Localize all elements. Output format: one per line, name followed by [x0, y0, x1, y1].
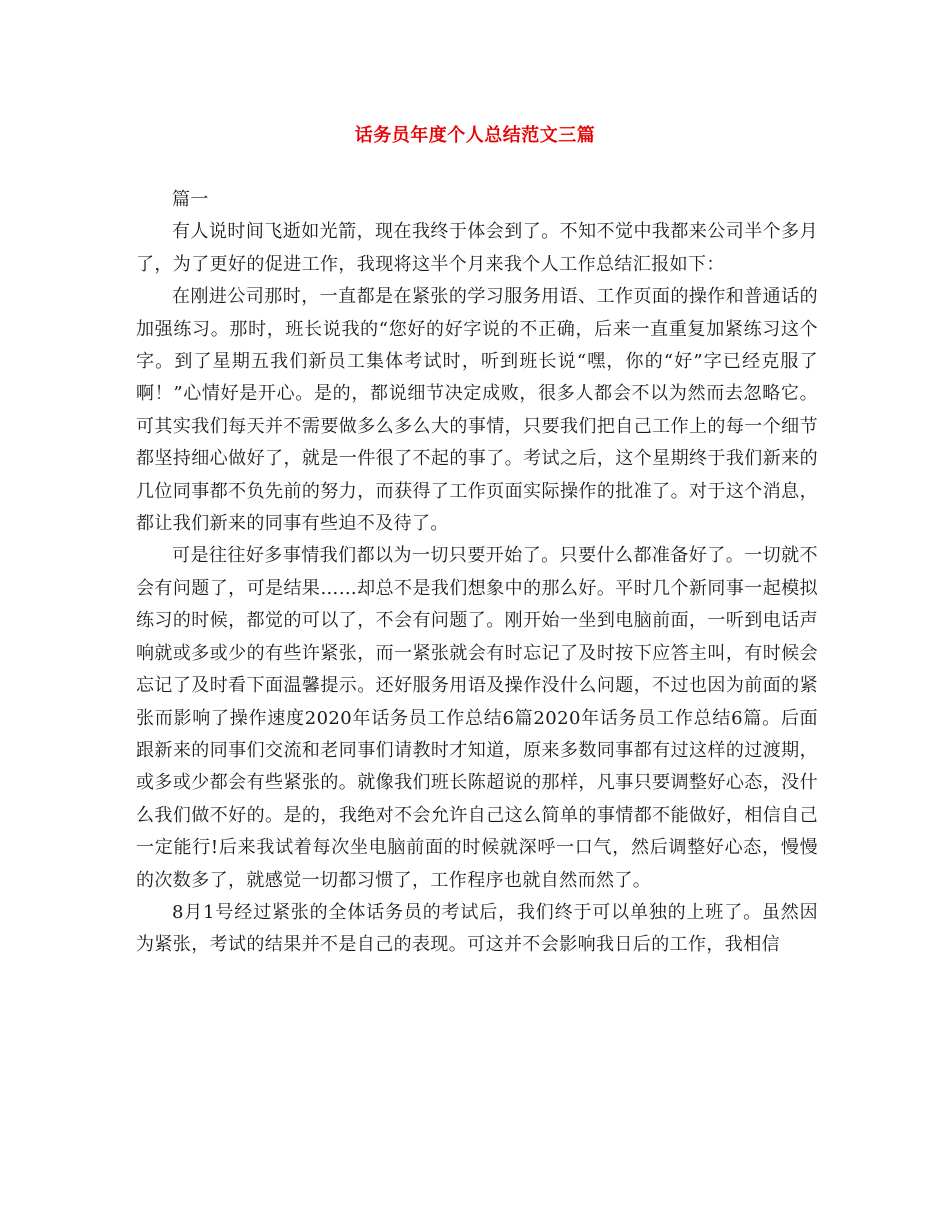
paragraph: 8月1号经过紧张的全体话务员的考试后，我们终于可以单独的上班了。虽然因为紧张，考试的结果并不是自己的表现。可这并不会影响我日后的工作，我相信: [136, 901, 818, 956]
paragraph: 在刚进公司那时，一直都是在紧张的学习服务用语、工作页面的操作和普通话的加强练习。那时，班长说我的“您好的好字说的不正确，后来一直重复加紧练习这个字。到了星期五我们新员工集体考试时，听到班长说“嘿，你的“好”字已经克服了啊！”心情好是开心。是的，都说细节决定成败，很多人都会不以为然而去忽略它。可其实我们每天并不需要做多么多么大的事情，只要我们把自己工作上的每一个细节都坚持细心做好了，就是一件很了不起的事了。考试之后，这个星期终于我们新来的几位同事都不负先前的努力，而获得了工作页面实际操作的批准了。对于这个消息，都让我们新来的同事有些迫不及待了。: [136, 286, 818, 535]
paragraph: 有人说时间飞逝如光箭，现在我终于体会到了。不知不觉中我都来公司半个多月了，为了更好的促进工作，我现将这半个月来我个人工作总结汇报如下：: [136, 221, 818, 275]
paragraph: 可是往往好多事情我们都以为一切只要开始了。只要什么都准备好了。一切就不会有问题了，可是结果……却总不是我们想象中的那么好。平时几个新同事一起模拟练习的时候，都觉的可以了，不会有问题了。刚开始一坐到电脑前面，一听到电话声响就或多或少的有些许紧张，而一紧张就会有时忘记了及时按下应答主叫，有时候会忘记了及时看下面温馨提示。还好服务用语及操作没什么问题，不过也因为前面的紧张而影响了操作速度2020年话务员工作总结6篇2020年话务员工作总结6篇。后面跟新来的同事们交流和老同事们请教时才知道，原来多数同事都有过这样的过渡期，或多或少都会有些紧张的。就像我们班长陈超说的那样，凡事只要调整好心态，没什么我们做不好的。是的，我绝对不会允许自己这么简单的事情都不能做好，相信自己一定能行!后来我试着每次坐电脑前面的时候就深呼一口气，然后调整好心态，慢慢的次数多了，就感觉一切都习惯了，工作程序也就自然而然了。: [136, 545, 818, 891]
paragraph-heading: 篇一: [172, 189, 209, 210]
document-body: [136, 184, 818, 962]
document-title: 话务员年度个人总结范文三篇: [354, 125, 596, 146]
